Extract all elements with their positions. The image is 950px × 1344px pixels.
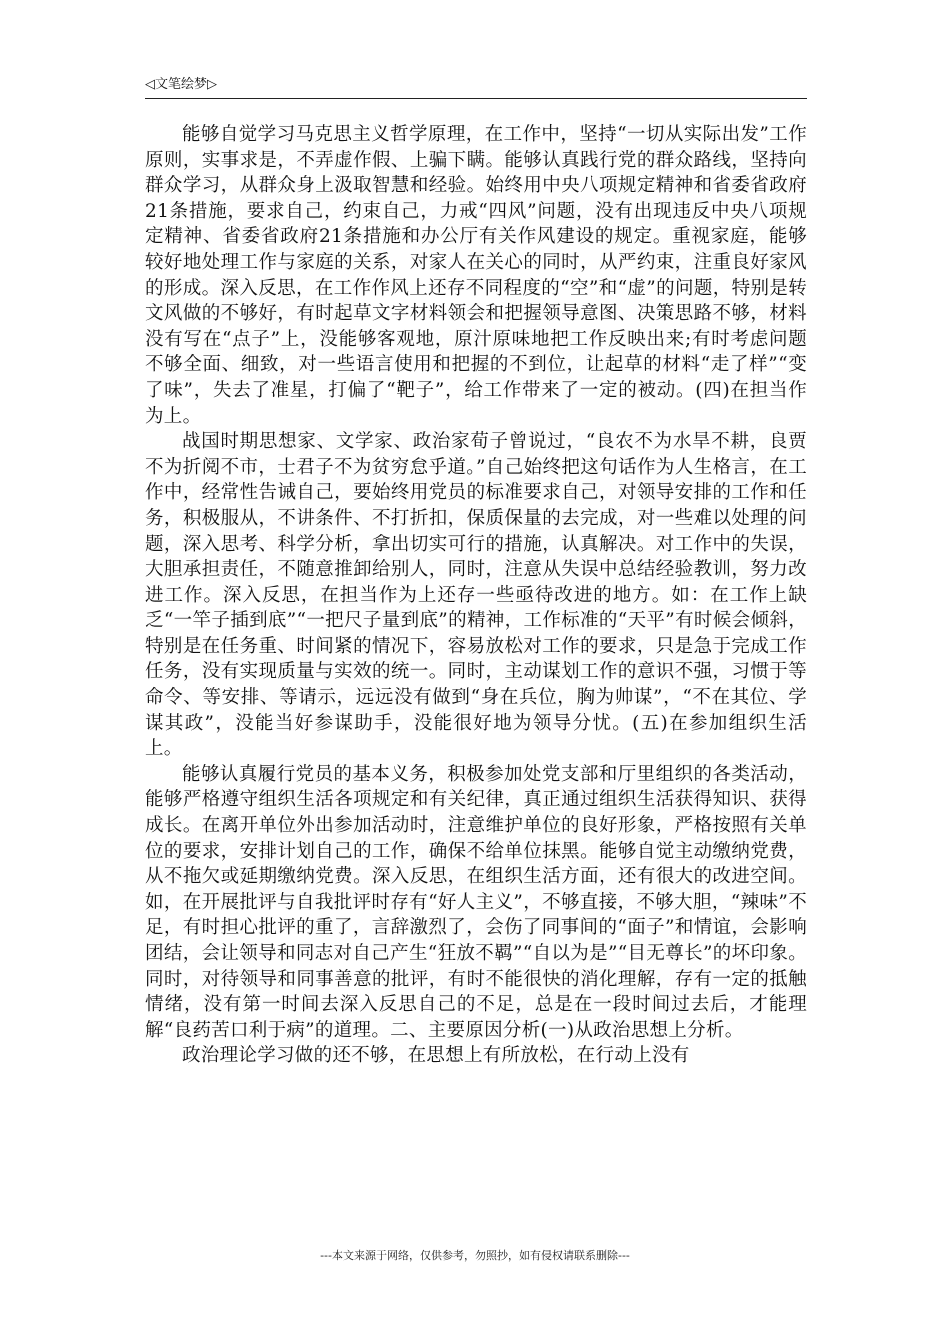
paragraph: 战国时期思想家、文学家、政治家荀子曾说过，“良农不为水旱不耕，良贾不为折阅不市，士君子不为贫穷怠乎道。”自己始终把这句话作为人生格言，在工作中，经常性告诫自己，要始终用党员的标准要求自己，对领导安排的工作和任务，积极服从，不讲条件、不打折扣，保质保量的去完成，对一些难以处理的问题，深入思考、科学分析，拿出切实可行的措施，认真解决。对工作中的失误，大胆承担责任，不随意推卸给别人，同时，注意从失误中总结经验教训，努力改进工作。深入反思，在担当作为上还存一些亟待改进的地方。如：在工作上缺乏“一竿子插到底”“一把尺子量到底”的精神，工作标准的“天平”有时候会倾斜，特别是在任务重、时间紧的情况下，容易放松对工作的要求，只是急于完成工作任务，没有实现质量与实效的统一。同时，主动谋划工作的意识不强，习惯于等命令、等安排、等请示，远远没有做到“身在兵位，胸为帅谋”，“不在其位、学谋其政”，没能当好参谋助手，没能很好地为领导分忧。(五)在参加组织生活上。 (145, 431, 807, 760)
page-header (145, 74, 807, 99)
header-title: ◁文笔绘梦▷ (145, 77, 217, 92)
paragraph: 政治理论学习做的还不够，在思想上有所放松，在行动上没有 (182, 1045, 690, 1067)
paragraph: 能够认真履行党员的基本义务，积极参加处党支部和厅里组织的各类活动，能够严格遵守组织生活各项规定和有关纪律，真正通过组织生活获得知识、获得成长。在离开单位外出参加活动时，注意维护单位的良好形象，严格按照有关单位的要求，安排计划自己的工作，确保不给单位抹黑。能够自觉主动缴纳党费，从不拖欠或延期缴纳党费。深入反思，在组织生活方面，还有很大的改进空间。如，在开展批评与自我批评时存有“好人主义”，不够直接，不够大胆，“辣味”不足，有时担心批评的重了，言辞激烈了，会伤了同事间的“面子”和情谊，会影响团结，会让领导和同志对自己产生“狂放不羁”“自以为是”“目无尊长”的坏印象。同时，对待领导和同事善意的批评，有时不能很快的消化理解，存有一定的抵触情绪，没有第一时间去深入反思自己的不足，总是在一段时间过去后，才能理解“良药苦口利于病”的道理。二、主要原因分析(一)从政治思想上分析。 (145, 763, 807, 1041)
page-footer (0, 1249, 950, 1263)
footer-disclaimer: ---本文来源于网络，仅供参考，勿照抄，如有侵权请联系删除--- (320, 1249, 630, 1262)
document-body (145, 122, 807, 1069)
paragraph: 能够自觉学习马克思主义哲学原理，在工作中，坚持“一切从实际出发”工作原则，实事求是，不弄虚作假、上骗下瞒。能够认真践行党的群众路线，坚持向群众学习，从群众身上汲取智慧和经验。始终用中央八项规定精神和省委省政府21条措施，要求自己，约束自己，力戒“四风”问题，没有出现违反中央八项规定精神、省委省政府21条措施和办公厅有关作风建设的规定。重视家庭，能够较好地处理工作与家庭的关系，对家人在关心的同时，从严约束，注重良好家风的形成。深入反思，在工作作风上还存不同程度的“空”和“虚”的问题，特别是转文风做的不够好，有时起草文字材料领会和把握领导意图、决策思路不够，材料没有写在“点子”上，没能够客观地，原汁原味地把工作反映出来;有时考虑问题不够全面、细致，对一些语言使用和把握的不到位，让起草的材料“走了样”“变了味”，失去了准星，打偏了“靶子”，给工作带来了一定的被动。(四)在担当作为上。 (145, 124, 807, 427)
